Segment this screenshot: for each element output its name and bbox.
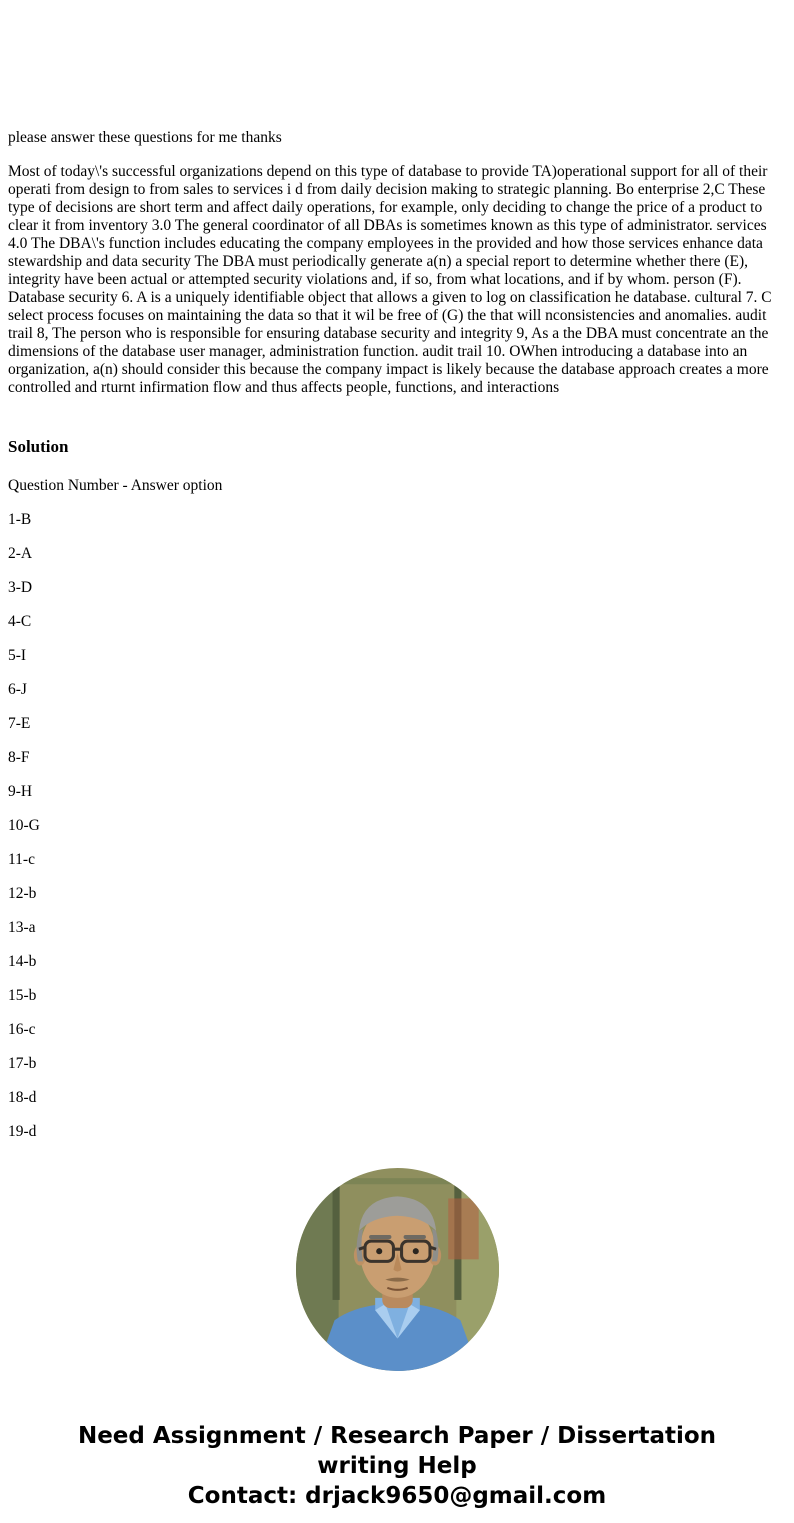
answer-item: 8-F [8, 749, 30, 766]
answer-item: 16-c [8, 1021, 36, 1038]
answers-list [8, 511, 786, 1143]
solution-heading: Solution [8, 437, 69, 456]
answer-item: 10-G [8, 817, 40, 834]
answer-item: 4-C [8, 613, 32, 630]
footer-banner [8, 1421, 786, 1511]
question-paragraph: Most of today\'s successful organizations depend on this type of database to provide TA)operational support for all of their operati from design to from sales to services i d from daily decision making to strategic planning. Bo enterprise 2,C These type of decisions are short term and affect daily operations, for example, only deciding to change the price of a product to clear it from inventory 3.0 The general coordinator of all DBAs is sometimes known as this type of administrator. services 4.0 The DBA\'s function includes educating the company employees in the provided and how those services enhance data stewardship and data security The DBA must periodically generate a(n) a special report to determine whether there (E), integrity have been actual or attempted security violations and, if so, from what locations, and if by whom. person (F). Database security 6. A is a uniquely identifiable object that allows a given to log on classification he database. cultural 7. C select process focuses on maintaining the data so that it wil be free of (G) the that will nconsistencies and anomalies. audit trail 8, The person who is responsible for ensuring database security and integrity 9, As a the DBA must concentrate an the dimensions of the database user manager, administration function. audit trail 10. OWhen introducing a database into an organization, a(n) should consider this because the company impact is likely because the database approach creates a more controlled and rturnt infirmation flow and thus affects people, functions, and interactions [8, 163, 772, 396]
answer-item-clipped: 19-d [8, 1123, 37, 1140]
answer-item: 2-A [8, 545, 33, 562]
answer-item: 15-b [8, 987, 37, 1004]
answer-item: 17-b [8, 1055, 37, 1072]
answer-item: 13-a [8, 919, 36, 936]
avatar [296, 1168, 499, 1371]
answer-item: 9-H [8, 783, 33, 800]
footer-contact-email: Contact: drjack9650@gmail.com [187, 1483, 607, 1509]
footer-line-2: writing Help [317, 1453, 477, 1479]
intro-text: please answer these questions for me thanks [8, 129, 282, 146]
answer-item: 12-b [8, 885, 37, 902]
answer-item: 6-J [8, 681, 27, 698]
answers-subheading: Question Number - Answer option [8, 477, 223, 494]
answer-item: 11-c [8, 851, 35, 868]
avatar-container [8, 1168, 786, 1371]
answer-item: 18-d [8, 1089, 37, 1106]
tutor-photo-illustration [296, 1168, 499, 1371]
answer-item: 3-D [8, 579, 33, 596]
footer-line-1: Need Assignment / Research Paper / Dissertation [77, 1423, 717, 1449]
answer-item: 1-B [8, 511, 32, 528]
answer-item: 14-b [8, 953, 37, 970]
answer-item: 7-E [8, 715, 31, 732]
answer-item: 5-I [8, 647, 27, 664]
